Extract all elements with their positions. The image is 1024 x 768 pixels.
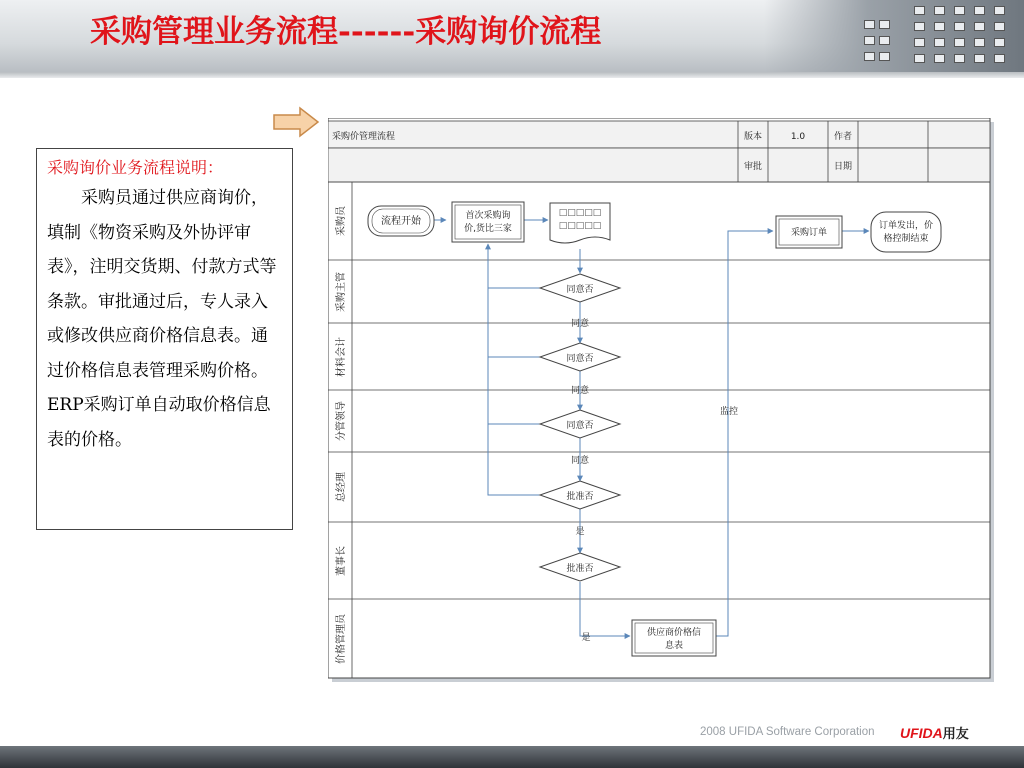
first-inquiry-label: 首次采购询: [465, 211, 511, 221]
building-window: [864, 20, 875, 29]
price-info-label: 息表: [664, 641, 684, 651]
decision-label: 批准否: [566, 492, 594, 502]
building-window: [879, 20, 890, 29]
building-window: [914, 54, 925, 63]
version-label: 版本: [743, 132, 763, 142]
building-window: [994, 6, 1005, 15]
building-window: [994, 22, 1005, 31]
building-window: [934, 6, 945, 15]
lane-label: 采购员: [336, 206, 347, 236]
ufida-logo: [900, 723, 969, 742]
decision-label: 同意否: [566, 421, 594, 431]
building-window: [974, 54, 985, 63]
building-window: [974, 22, 985, 31]
decision-label: 同意否: [566, 354, 594, 364]
price-info-label: 供应商价格信: [646, 628, 702, 638]
building-window: [879, 52, 890, 61]
edge-label: 同意: [570, 456, 590, 466]
lane-label: 分管领导: [336, 401, 347, 441]
arrow-right-icon: [272, 106, 322, 138]
description-box: [36, 148, 293, 530]
building-window: [934, 54, 945, 63]
building-window: [914, 6, 925, 15]
document-label: □□□□□: [558, 221, 602, 231]
approve-label: 审批: [743, 162, 763, 172]
table-title: 采购价管理流程: [332, 132, 396, 142]
end-node: [871, 212, 941, 252]
purchase-order-label: 采购订单: [790, 228, 828, 238]
header-band: [0, 72, 1024, 78]
building-window: [914, 22, 925, 31]
first-inquiry-label: 价,货比三家: [464, 224, 512, 234]
building-window: [954, 38, 965, 47]
building-window: [974, 38, 985, 47]
end-node-label: 格控制结束: [883, 234, 929, 244]
logo-brand-cn: 用友: [942, 726, 969, 741]
building-window: [879, 36, 890, 45]
end-node-label: 订单发出，价: [878, 221, 934, 231]
decision-label: 同意否: [566, 285, 594, 295]
footer-band: [0, 746, 1024, 768]
edge-label: 是: [575, 527, 585, 537]
building-window: [954, 6, 965, 15]
building-window: [974, 6, 985, 15]
building-window: [954, 22, 965, 31]
logo-brand: UFIDA: [900, 725, 943, 741]
description-title: 采购询价业务流程说明：: [47, 158, 224, 177]
footer-copyright: 2008 UFIDA Software Corporation: [700, 726, 875, 738]
date-label: 日期: [833, 162, 853, 172]
diagram-frame: [328, 118, 990, 678]
edge-label: 同意: [570, 386, 590, 396]
building-window: [914, 38, 925, 47]
building-window: [934, 38, 945, 47]
start-node-label: 流程开始: [381, 216, 421, 227]
page-title: 采购管理业务流程------采购询价流程: [90, 14, 602, 50]
edge-label: 同意: [570, 319, 590, 329]
building-graphic: [764, 0, 1024, 72]
building-window: [864, 52, 875, 61]
edge-label: 是: [581, 633, 591, 643]
decision-label: 批准否: [566, 564, 594, 574]
version-value: 1.0: [790, 132, 806, 142]
lane-label: 材料会计: [336, 337, 347, 377]
lane-label: 采购主管: [336, 272, 347, 312]
description-body: 采购员通过供应商询价，填制《物资采购及外协评审表》，注明交货期、付款方式等条款。审批通过后，专人录入或修改供应商价格信息表。通过价格信息表管理采购价格。ERP采购订单自动取价格信息表的价格。: [47, 188, 277, 450]
lane-label: 价格管理员: [336, 614, 347, 664]
document-label: □□□□□: [558, 208, 602, 218]
header-table: [328, 121, 990, 182]
edge-label: 监控: [719, 407, 739, 417]
building-window: [864, 36, 875, 45]
building-window: [954, 54, 965, 63]
building-window: [934, 22, 945, 31]
first-inquiry-process: [452, 202, 524, 242]
building-window: [994, 54, 1005, 63]
lane-label: 董事长: [336, 546, 347, 576]
flowchart: [328, 118, 996, 684]
building-window: [994, 38, 1005, 47]
author-label: 作者: [833, 132, 853, 142]
lane-label: 总经理: [336, 472, 347, 502]
